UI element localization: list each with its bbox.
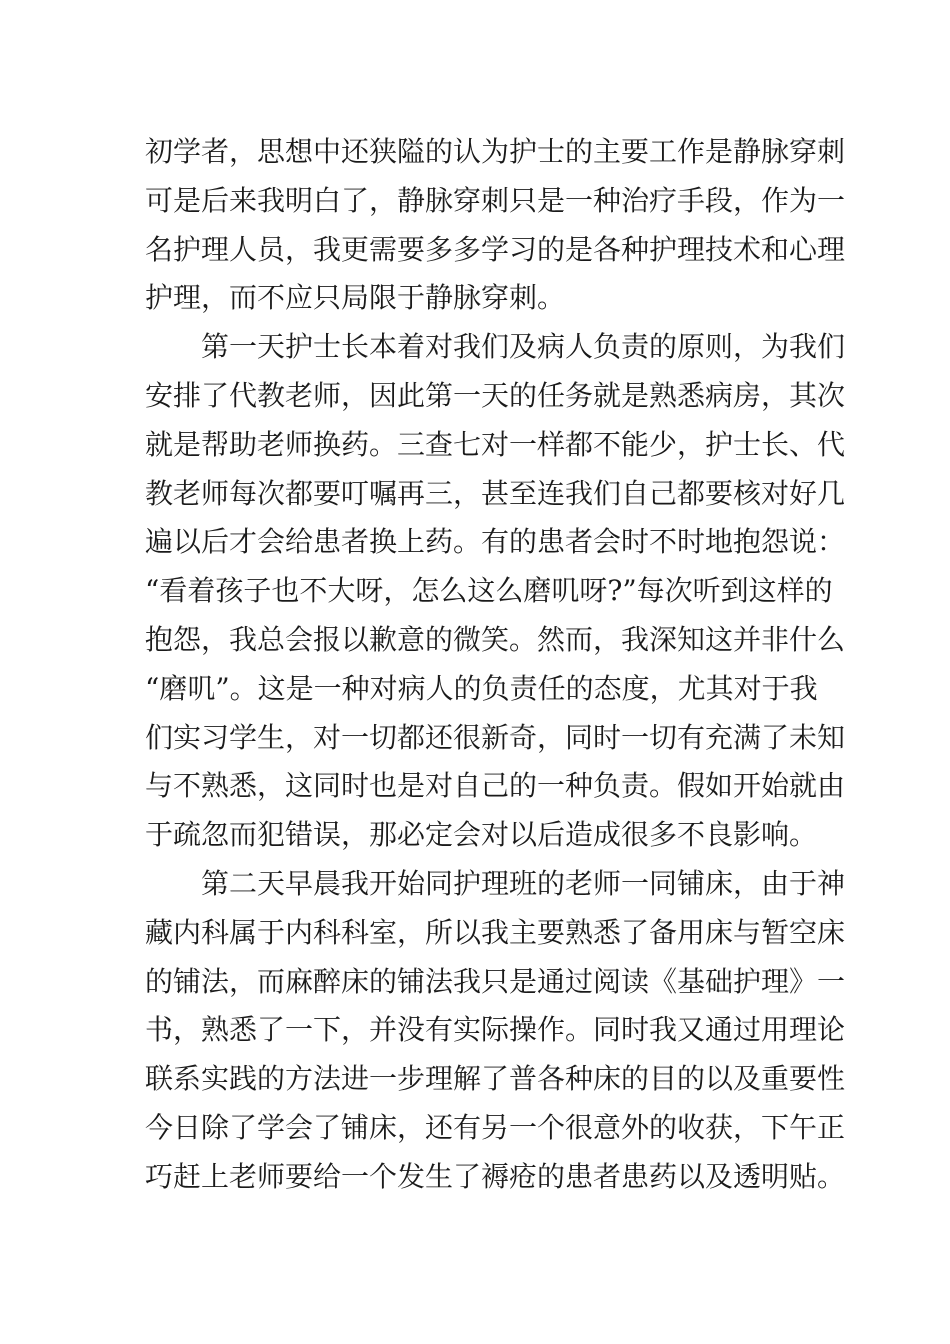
text-line: 可是后来我明白了，静脉穿刺只是一种治疗手段，作为一 xyxy=(145,183,846,217)
text-line: 就是帮助老师换药。三查七对一样都不能少，护士长、代 xyxy=(145,427,846,461)
paragraph-first-line: 第二天早晨我开始同护理班的老师一同铺床，由于神 xyxy=(201,866,846,900)
text-line: 安排了代教老师，因此第一天的任务就是熟悉病房，其次 xyxy=(145,378,846,412)
text-line: 巧赶上老师要给一个发生了褥疮的患者患药以及透明贴。 xyxy=(145,1159,846,1193)
paragraph-first-line: 第一天护士长本着对我们及病人负责的原则，为我们 xyxy=(201,330,846,364)
text-line: 护理，而不应只局限于静脉穿刺。 xyxy=(145,281,566,315)
text-line: 教老师每次都要叮嘱再三，甚至连我们自己都要核对好几 xyxy=(145,476,846,510)
text-line: 初学者，思想中还狭隘的认为护士的主要工作是静脉穿刺 xyxy=(145,135,846,168)
text-line: 名护理人员，我更需要多多学习的是各种护理技术和心理 xyxy=(145,232,846,266)
text-line: 于疏忽而犯错误，那必定会对以后造成很多不良影响。 xyxy=(145,818,818,852)
text-line: 书，熟悉了一下，并没有实际操作。同时我又通过用理论 xyxy=(145,1013,846,1047)
text-line: 抱怨，我总会报以歉意的微笑。然而，我深知这并非什么 xyxy=(145,622,846,656)
text-line: 们实习学生，对一切都还很新奇，同时一切有充满了未知 xyxy=(145,720,846,754)
text-line: 联系实践的方法进一步理解了普各种床的目的以及重要性 xyxy=(145,1062,846,1096)
text-line: 藏内科属于内科科室，所以我主要熟悉了备用床与暂空床 xyxy=(145,915,846,949)
text-line: “磨叽”。这是一种对病人的负责任的态度，尤其对于我 xyxy=(145,671,818,705)
text-line: 与不熟悉，这同时也是对自己的一种负责。假如开始就由 xyxy=(145,769,846,803)
text-line: 遍以后才会给患者换上药。有的患者会时不时地抱怨说： xyxy=(145,525,846,559)
text-line: 今日除了学会了铺床，还有另一个很意外的收获，下午正 xyxy=(145,1110,846,1144)
text-line: “看着孩子也不大呀，怎么这么磨叽呀?”每次听到这样的 xyxy=(145,574,833,608)
text-line: 的铺法，而麻醉床的铺法我只是通过阅读《基础护理》一 xyxy=(145,964,846,998)
document-body xyxy=(145,128,846,1202)
